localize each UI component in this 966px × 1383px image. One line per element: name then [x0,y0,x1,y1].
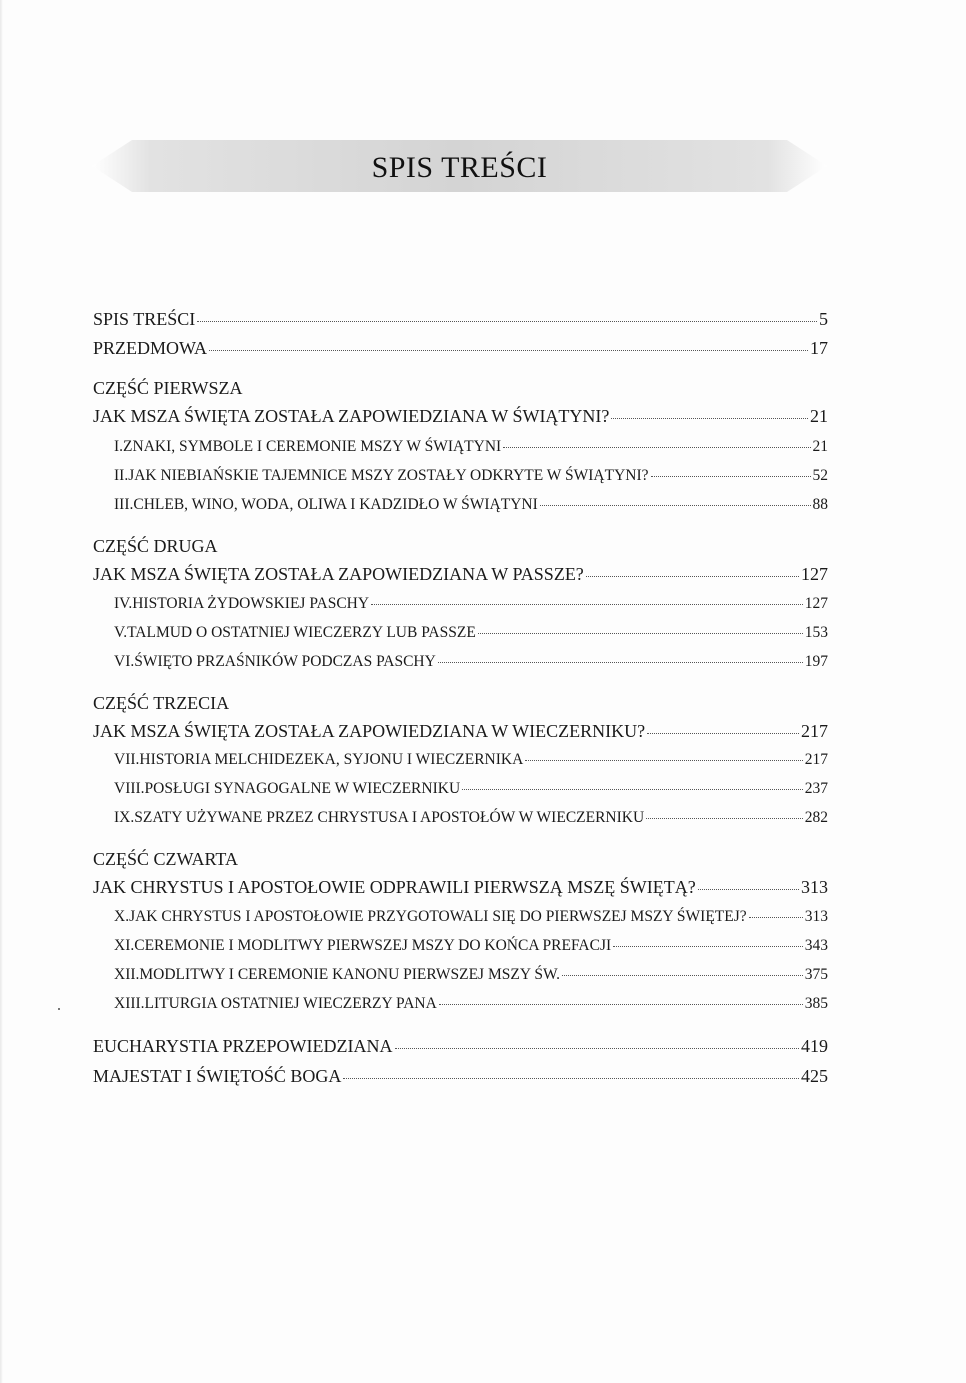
dot-leader [462,789,803,790]
toc-chapter[interactable] [114,467,828,485]
toc-entry-page: 127 [801,564,828,584]
part-heading: CZĘŚĆ PIERWSZA [93,378,243,398]
toc-entry-label: JAK CHRYSTUS I APOSTOŁOWIE ODPRAWILI PIERWSZĄ MSZĘ ŚWIĘTĄ? [93,877,696,897]
toc-entry-label: VI.ŚWIĘTO PRZAŚNIKÓW PODCZAS PASCHY [114,653,436,670]
dot-leader [438,662,803,663]
toc-entry-label: III.CHLEB, WINO, WODA, OLIWA I KADZIDŁO W ŚWIĄTYNI [114,496,538,513]
toc-entry-page: 237 [804,780,828,797]
toc-entry-page: 127 [804,595,828,612]
toc-entry-label: PRZEDMOWA [93,338,208,358]
page-edge-shadow [0,0,3,1383]
toc-entry[interactable] [93,1036,828,1057]
toc-chapter[interactable] [114,780,828,798]
dot-leader [647,733,799,734]
toc-chapter[interactable] [114,624,828,642]
toc-entry[interactable] [93,309,828,330]
dot-leader [371,604,803,605]
toc-chapter[interactable] [114,966,828,984]
toc-entry-page: 52 [812,467,828,484]
toc-entry-page: 375 [804,966,828,983]
toc-entry-label: V.TALMUD O OSTATNIEJ WIECZERZY LUB PASSZE [114,624,476,641]
dot-leader [478,633,803,634]
toc-part-title[interactable] [93,721,828,742]
toc-entry-label: II.JAK NIEBIAŃSKIE TAJEMNICE MSZY ZOSTAŁY ODKRYTE W ŚWIĄTYNI? [114,467,649,484]
dot-leader [525,760,802,761]
dot-leader [646,818,803,819]
dot-leader [613,946,803,947]
toc-chapter[interactable] [114,653,828,671]
toc-entry-label: XII.MODLITWY I CEREMONIE KANONU PIERWSZEJ MSZY ŚW. [114,966,561,983]
dot-leader [209,350,808,351]
toc-entry-page: 313 [801,877,828,897]
toc-chapter[interactable] [114,438,828,456]
dot-leader [586,576,799,577]
toc-entry-page: 5 [819,309,828,329]
toc-entry-label: IX.SZATY UŻYWANE PRZEZ CHRYSTUSA I APOSTOŁÓW W WIECZERNIKU [114,809,645,826]
dot-leader [395,1048,800,1049]
toc-part-title[interactable] [93,406,828,427]
toc-entry-label: VIII.POSŁUGI SYNAGOGALNE W WIECZERNIKU [114,780,461,797]
part-heading: CZĘŚĆ CZWARTA [93,849,238,869]
toc-chapter[interactable] [114,937,828,955]
toc-entry-label: JAK MSZA ŚWIĘTA ZOSTAŁA ZAPOWIEDZIANA W PASSZE? [93,564,584,584]
toc-entry-page: 385 [804,995,828,1012]
toc-entry-page: 343 [804,937,828,954]
toc-entry-label: X.JAK CHRYSTUS I APOSTOŁOWIE PRZYGOTOWALI SIĘ DO PIERWSZEJ MSZY ŚWIĘTEJ? [114,908,747,925]
dot-leader [343,1078,799,1079]
dot-leader [503,447,810,448]
part-heading: CZĘŚĆ TRZECIA [93,693,230,713]
toc-entry-page: 17 [810,338,828,358]
toc-entry-page: 419 [801,1036,828,1056]
toc-part-title[interactable] [93,564,828,585]
toc-chapter[interactable] [114,496,828,514]
dot-leader [749,917,803,918]
toc-entry-label: EUCHARYSTIA PRZEPOWIEDZIANA [93,1036,393,1056]
toc-entry-page: 88 [812,496,828,513]
dot-leader [562,975,803,976]
scan-speck [58,1008,60,1010]
toc-entry-page: 21 [812,438,828,455]
toc-chapter[interactable] [114,809,828,827]
page-title: SPIS TREŚCI [371,151,548,184]
dot-leader [698,889,799,890]
toc-chapter[interactable] [114,995,828,1013]
toc-entry-label: JAK MSZA ŚWIĘTA ZOSTAŁA ZAPOWIEDZIANA W WIECZERNIKU? [93,721,646,741]
dot-leader [540,505,811,506]
dot-leader [611,418,808,419]
toc-entry-label: MAJESTAT I ŚWIĘTOŚĆ BOGA [93,1066,342,1086]
toc-entry-label: I.ZNAKI, SYMBOLE I CEREMONIE MSZY W ŚWIĄTYNI [114,438,502,455]
toc-entry-label: JAK MSZA ŚWIĘTA ZOSTAŁA ZAPOWIEDZIANA W ŚWIĄTYNI? [93,406,610,426]
toc-entry-page: 217 [804,751,828,768]
part-heading: CZĘŚĆ DRUGA [93,536,218,556]
dot-leader [197,321,817,322]
toc-entry-label: XI.CEREMONIE I MODLITWY PIERWSZEJ MSZY DO KOŃCA PREFACJI [114,937,612,954]
toc-chapter[interactable] [114,908,828,926]
toc-entry-page: 197 [804,653,828,670]
toc-entry-page: 313 [804,908,828,925]
toc-entry-label: IV.HISTORIA ŻYDOWSKIEJ PASCHY [114,595,370,612]
toc-entry-page: 153 [804,624,828,641]
toc-entry-label: XIII.LITURGIA OSTATNIEJ WIECZERZY PANA [114,995,437,1012]
title-banner [92,140,827,192]
toc-chapter[interactable] [114,751,828,769]
toc-part-title[interactable] [93,877,828,898]
toc-entry[interactable] [93,338,828,359]
toc-entry-label: SPIS TREŚCI [93,309,196,329]
toc-entry-page: 425 [801,1066,828,1086]
toc-entry-page: 217 [801,721,828,741]
toc-entry-page: 282 [804,809,828,826]
toc-entry-page: 21 [810,406,828,426]
toc-entry-label: VII.HISTORIA MELCHIDEZEKA, SYJONU I WIECZERNIKA [114,751,524,768]
toc-chapter[interactable] [114,595,828,613]
dot-leader [439,1004,803,1005]
dot-leader [651,476,811,477]
toc-entry[interactable] [93,1066,828,1087]
